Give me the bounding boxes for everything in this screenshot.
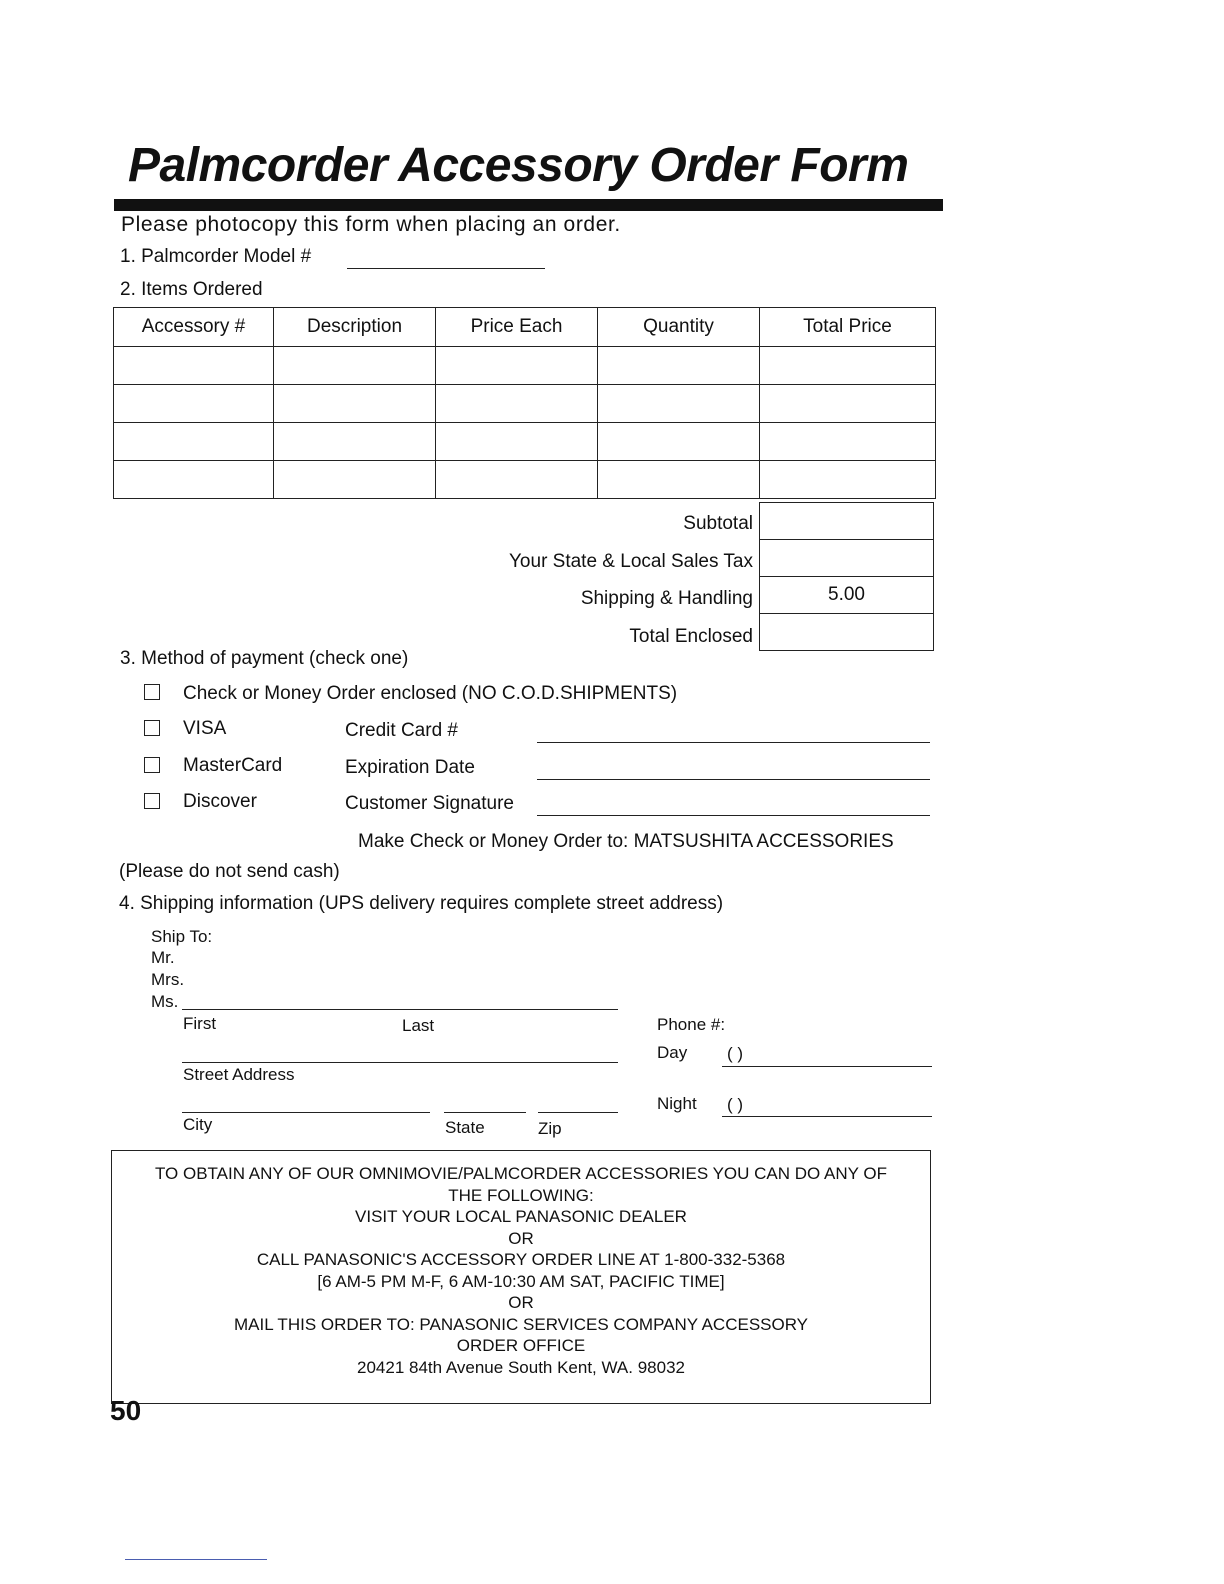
zip-label: Zip bbox=[538, 1119, 562, 1138]
col-header-price-each: Price Each bbox=[436, 308, 598, 347]
description-cell[interactable] bbox=[274, 423, 436, 461]
total-price-cell[interactable] bbox=[760, 461, 936, 499]
name-field[interactable] bbox=[182, 1009, 618, 1010]
night-area-code-parens: ( ) bbox=[727, 1095, 744, 1114]
price-each-cell[interactable] bbox=[436, 423, 598, 461]
description-cell[interactable] bbox=[274, 461, 436, 499]
night-phone-label: Night bbox=[657, 1094, 697, 1113]
check-money-order-checkbox[interactable] bbox=[144, 684, 160, 700]
table-row bbox=[114, 423, 936, 461]
total-price-cell[interactable] bbox=[760, 385, 936, 423]
notice-line: THE FOLLOWING: bbox=[448, 1185, 594, 1205]
accessory-cell[interactable] bbox=[114, 423, 274, 461]
price-each-cell[interactable] bbox=[436, 347, 598, 385]
photocopy-instruction: Please photocopy this form when placing an order. bbox=[121, 213, 621, 236]
total-enclosed-field[interactable] bbox=[760, 614, 934, 651]
signature-field[interactable] bbox=[537, 815, 930, 816]
make-check-note: Make Check or Money Order to: MATSUSHITA ACCESSORIES bbox=[358, 831, 894, 852]
totals-table bbox=[759, 502, 934, 651]
day-phone-label: Day bbox=[657, 1043, 688, 1062]
visa-label: VISA bbox=[183, 718, 227, 739]
shipping-label: Shipping & Handling bbox=[580, 588, 753, 609]
model-number-field[interactable] bbox=[347, 268, 545, 269]
discover-checkbox[interactable] bbox=[144, 793, 160, 809]
quantity-cell[interactable] bbox=[598, 423, 760, 461]
notice-line: CALL PANASONIC'S ACCESSORY ORDER LINE AT 1-800-332-5368 bbox=[256, 1250, 786, 1269]
items-table bbox=[113, 307, 936, 499]
sales-tax-label: Your State & Local Sales Tax bbox=[509, 551, 753, 572]
quantity-cell[interactable] bbox=[598, 461, 760, 499]
ship-to-label: Ship To: bbox=[151, 927, 213, 946]
table-row bbox=[114, 461, 936, 499]
credit-card-label: Credit Card # bbox=[345, 720, 458, 741]
discover-label: Discover bbox=[183, 791, 257, 812]
street-address-field[interactable] bbox=[182, 1062, 618, 1063]
check-money-order-label: Check or Money Order enclosed (NO C.O.D.SHIPMENTS) bbox=[183, 683, 678, 704]
day-area-code-parens: ( ) bbox=[727, 1044, 744, 1063]
city-label: City bbox=[183, 1115, 213, 1134]
notice-line: TO OBTAIN ANY OF OUR OMNIMOVIE/PALMCORDER ACCESSORIES YOU CAN DO ANY OF bbox=[154, 1164, 888, 1183]
quantity-cell[interactable] bbox=[598, 347, 760, 385]
accessory-cell[interactable] bbox=[114, 347, 274, 385]
salutation-mr: Mr. bbox=[151, 948, 175, 967]
description-cell[interactable] bbox=[274, 385, 436, 423]
state-label: State bbox=[445, 1118, 485, 1137]
ordering-info-box bbox=[111, 1150, 931, 1404]
total-price-cell[interactable] bbox=[760, 347, 936, 385]
accessory-cell[interactable] bbox=[114, 385, 274, 423]
table-row bbox=[114, 347, 936, 385]
notice-line: ORDER OFFICE bbox=[456, 1336, 586, 1355]
expiration-date-field[interactable] bbox=[537, 779, 930, 780]
items-ordered-label: 2. Items Ordered bbox=[120, 279, 263, 300]
night-phone-field[interactable] bbox=[722, 1116, 932, 1117]
subtotal-label: Subtotal bbox=[683, 513, 753, 534]
page-title: Palmcorder Accessory Order Form bbox=[128, 139, 909, 192]
mastercard-checkbox[interactable] bbox=[144, 757, 160, 773]
total-enclosed-label: Total Enclosed bbox=[629, 626, 753, 647]
no-cash-note: (Please do not send cash) bbox=[119, 861, 340, 882]
last-name-label: Last bbox=[402, 1016, 435, 1035]
notice-line: 20421 84th Avenue South Kent, WA. 98032 bbox=[357, 1357, 685, 1377]
notice-line: OR bbox=[508, 1228, 534, 1248]
credit-card-field[interactable] bbox=[537, 742, 930, 743]
price-each-cell[interactable] bbox=[436, 461, 598, 499]
notice-line: [6 AM-5 PM M-F, 6 AM-10:30 AM SAT, PACIFIC TIME] bbox=[317, 1271, 725, 1291]
phone-label: Phone #: bbox=[657, 1015, 726, 1034]
col-header-quantity: Quantity bbox=[598, 308, 760, 347]
shipping-field: 5.00 bbox=[760, 577, 934, 614]
price-each-cell[interactable] bbox=[436, 385, 598, 423]
col-header-description: Description bbox=[274, 308, 436, 347]
table-header-row bbox=[114, 308, 936, 347]
visa-checkbox[interactable] bbox=[144, 720, 160, 736]
col-header-total-price: Total Price bbox=[760, 308, 936, 347]
page-number: 50 bbox=[110, 1395, 142, 1426]
table-row bbox=[114, 385, 936, 423]
salutation-ms: Ms. bbox=[151, 992, 179, 1011]
zip-field[interactable] bbox=[538, 1112, 618, 1113]
subtotal-field[interactable] bbox=[760, 503, 934, 540]
mastercard-label: MasterCard bbox=[183, 755, 283, 776]
signature-label: Customer Signature bbox=[345, 793, 514, 814]
street-address-label: Street Address bbox=[183, 1065, 295, 1084]
total-price-cell[interactable] bbox=[760, 423, 936, 461]
model-number-label: 1. Palmcorder Model # bbox=[120, 246, 312, 267]
notice-line: VISIT YOUR LOCAL PANASONIC DEALER bbox=[355, 1207, 687, 1226]
accessory-cell[interactable] bbox=[114, 461, 274, 499]
city-field[interactable] bbox=[182, 1112, 430, 1113]
notice-line: MAIL THIS ORDER TO: PANASONIC SERVICES COMPANY ACCESSORY bbox=[233, 1314, 809, 1334]
shipping-info-label: 4. Shipping information (UPS delivery requires complete street address) bbox=[119, 893, 724, 914]
bottom-rule bbox=[125, 1559, 267, 1560]
state-field[interactable] bbox=[444, 1112, 526, 1113]
description-cell[interactable] bbox=[274, 347, 436, 385]
col-header-accessory: Accessory # bbox=[114, 308, 274, 347]
quantity-cell[interactable] bbox=[598, 385, 760, 423]
title-divider bbox=[114, 199, 943, 211]
first-name-label: First bbox=[183, 1014, 217, 1033]
payment-method-label: 3. Method of payment (check one) bbox=[120, 648, 409, 669]
sales-tax-field[interactable] bbox=[760, 540, 934, 577]
day-phone-field[interactable] bbox=[722, 1066, 932, 1067]
salutation-mrs: Mrs. bbox=[151, 970, 185, 989]
notice-line: OR bbox=[508, 1293, 534, 1312]
expiration-date-label: Expiration Date bbox=[345, 757, 475, 778]
